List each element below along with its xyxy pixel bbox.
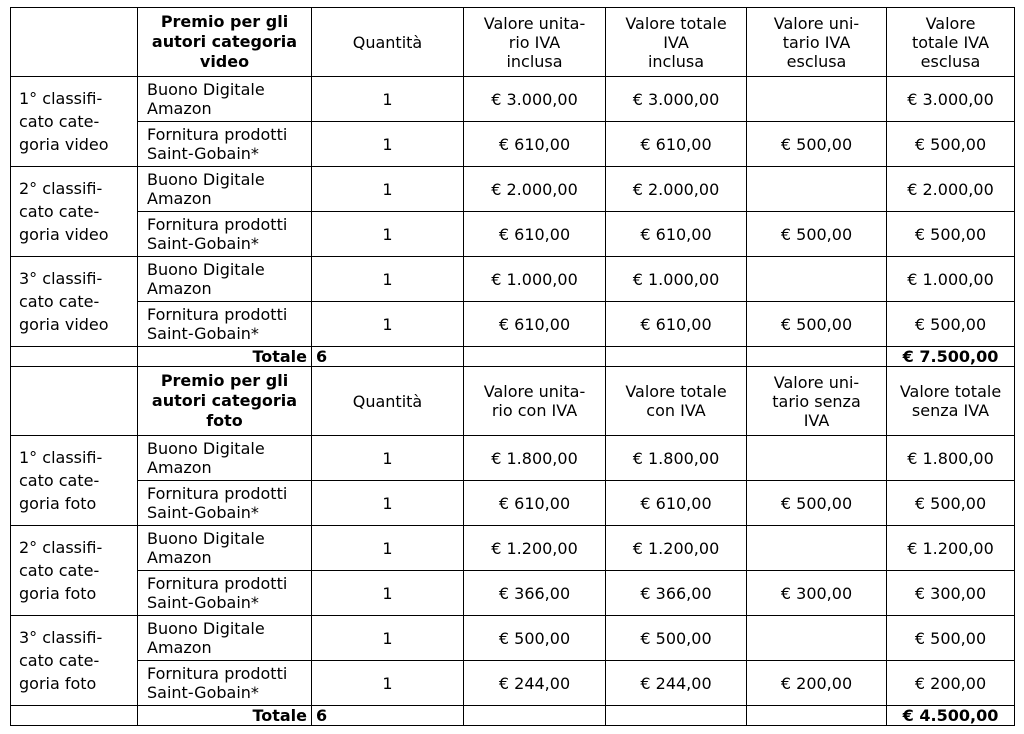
placement-line: goria video: [19, 315, 109, 334]
quantity-cell: 1: [312, 77, 464, 122]
total-incl-cell: € 1.000,00: [606, 257, 747, 302]
total-value: € 4.500,00: [887, 706, 1015, 726]
unit-incl-cell: € 244,00: [464, 661, 606, 706]
unit-incl-cell: € 610,00: [464, 122, 606, 167]
quantity-cell: 1: [312, 481, 464, 526]
table-row: [11, 661, 1015, 706]
total-incl-cell: € 2.000,00: [606, 167, 747, 212]
item-line: Amazon: [147, 279, 212, 298]
header-total-excl: [887, 8, 1015, 77]
total-incl-cell: € 610,00: [606, 212, 747, 257]
item-line: Fornitura prodotti: [147, 215, 288, 234]
header-col-line: con IVA: [646, 401, 706, 420]
unit-excl-cell: € 500,00: [747, 212, 887, 257]
item-line: Saint-Gobain*: [147, 593, 259, 612]
unit-excl-cell: [747, 436, 887, 481]
table-row: [11, 122, 1015, 167]
header-unit-excl: [747, 8, 887, 77]
item-line: Buono Digitale: [147, 80, 265, 99]
item-cell: [138, 302, 312, 347]
total-incl-cell: € 1.200,00: [606, 526, 747, 571]
total-excl-cell: € 1.200,00: [887, 526, 1015, 571]
unit-excl-cell: [747, 77, 887, 122]
header-label-line: video: [199, 52, 250, 71]
unit-excl-cell: € 500,00: [747, 481, 887, 526]
total-excl-cell: € 500,00: [887, 122, 1015, 167]
quantity-cell: 1: [312, 616, 464, 661]
header-total-incl: [606, 8, 747, 77]
header-quantity: Quantità: [312, 367, 464, 436]
total-excl-cell: € 1.800,00: [887, 436, 1015, 481]
quantity-cell: 1: [312, 212, 464, 257]
item-line: Amazon: [147, 99, 212, 118]
item-cell: [138, 616, 312, 661]
placement-line: cato cate-: [19, 471, 100, 490]
item-line: Buono Digitale: [147, 529, 265, 548]
placement-line: cato cate-: [19, 202, 100, 221]
table-row: [11, 212, 1015, 257]
placement-line: cato cate-: [19, 292, 100, 311]
item-line: Fornitura prodotti: [147, 305, 288, 324]
header-col-line: esclusa: [786, 51, 847, 71]
item-line: Buono Digitale: [147, 439, 265, 458]
item-line: Amazon: [147, 638, 212, 657]
total-excl-cell: € 500,00: [887, 302, 1015, 347]
header-label-line: Premio per gli: [160, 371, 289, 390]
unit-excl-cell: € 200,00: [747, 661, 887, 706]
item-cell: [138, 436, 312, 481]
unit-excl-cell: [747, 616, 887, 661]
total-incl-cell: € 500,00: [606, 616, 747, 661]
placement-line: cato cate-: [19, 112, 100, 131]
unit-excl-cell: € 300,00: [747, 571, 887, 616]
total-empty-cell: [464, 347, 606, 367]
header-col-line: tario senza: [772, 391, 861, 411]
total-excl-cell: € 300,00: [887, 571, 1015, 616]
unit-incl-cell: € 610,00: [464, 212, 606, 257]
total-label: Totale: [138, 347, 312, 367]
header-unit-excl: [747, 367, 887, 436]
placement-line: cato cate-: [19, 651, 100, 670]
item-cell: [138, 526, 312, 571]
header-total-excl: [887, 367, 1015, 436]
header-col-line: senza IVA: [911, 401, 990, 420]
total-excl-cell: € 1.000,00: [887, 257, 1015, 302]
header-col-line: Valore uni-: [773, 13, 860, 33]
placement-line: goria video: [19, 225, 109, 244]
unit-excl-cell: € 500,00: [747, 302, 887, 347]
header-label-line: autori categoria: [151, 391, 298, 410]
item-cell: [138, 481, 312, 526]
table-row: [11, 481, 1015, 526]
table-row: [11, 616, 1015, 661]
header-col-line: Valore totale: [899, 382, 1002, 401]
total-empty-cell: [606, 706, 747, 726]
item-line: Saint-Gobain*: [147, 683, 259, 702]
item-line: Fornitura prodotti: [147, 125, 288, 144]
total-incl-cell: € 3.000,00: [606, 77, 747, 122]
total-incl-cell: € 1.800,00: [606, 436, 747, 481]
prize-table: [10, 7, 1015, 726]
header-col-line: IVA: [803, 410, 830, 430]
quantity-cell: 1: [312, 571, 464, 616]
item-line: Saint-Gobain*: [147, 144, 259, 163]
table-row: [11, 526, 1015, 571]
unit-incl-cell: € 610,00: [464, 481, 606, 526]
unit-incl-cell: € 366,00: [464, 571, 606, 616]
item-cell: [138, 212, 312, 257]
unit-incl-cell: € 610,00: [464, 302, 606, 347]
table-row: [11, 436, 1015, 481]
header-label-line: Premio per gli: [160, 12, 289, 31]
total-excl-cell: € 500,00: [887, 481, 1015, 526]
header-unit-incl: [464, 367, 606, 436]
item-cell: [138, 122, 312, 167]
total-label: Totale: [138, 706, 312, 726]
header-col-line: Valore unita-: [483, 13, 586, 33]
header-col-line: Valore totale: [625, 13, 727, 33]
total-empty-cell: [11, 347, 138, 367]
header-total-incl: [606, 367, 747, 436]
item-cell: [138, 257, 312, 302]
total-empty-cell: [464, 706, 606, 726]
header-unit-incl: [464, 8, 606, 77]
header-col-line: Valore unita-: [483, 382, 586, 401]
quantity-cell: 1: [312, 257, 464, 302]
item-line: Buono Digitale: [147, 260, 265, 279]
header-prize-label: [138, 367, 312, 436]
placement-line: goria foto: [19, 674, 97, 693]
quantity-cell: 1: [312, 302, 464, 347]
total-excl-cell: € 500,00: [887, 212, 1015, 257]
total-value: € 7.500,00: [887, 347, 1015, 367]
total-excl-cell: € 500,00: [887, 616, 1015, 661]
total-quantity: 6: [312, 347, 464, 367]
placement-cell: [11, 77, 138, 167]
placement-line: goria video: [19, 135, 109, 154]
item-line: Saint-Gobain*: [147, 324, 259, 343]
total-row-video: [11, 347, 1015, 367]
header-col-line: totale IVA: [911, 32, 990, 52]
placement-line: 1° classifi-: [19, 89, 103, 108]
placement-line: cato cate-: [19, 561, 100, 580]
unit-excl-cell: [747, 526, 887, 571]
unit-excl-cell: [747, 167, 887, 212]
unit-excl-cell: € 500,00: [747, 122, 887, 167]
item-line: Buono Digitale: [147, 170, 265, 189]
header-col-line: rio con IVA: [491, 401, 578, 420]
item-cell: [138, 77, 312, 122]
placement-line: goria foto: [19, 584, 97, 603]
total-empty-cell: [606, 347, 747, 367]
unit-incl-cell: € 1.800,00: [464, 436, 606, 481]
total-excl-cell: € 200,00: [887, 661, 1015, 706]
item-cell: [138, 167, 312, 212]
total-excl-cell: € 3.000,00: [887, 77, 1015, 122]
placement-cell: [11, 167, 138, 257]
placement-cell: [11, 526, 138, 616]
total-excl-cell: € 2.000,00: [887, 167, 1015, 212]
total-incl-cell: € 244,00: [606, 661, 747, 706]
unit-incl-cell: € 500,00: [464, 616, 606, 661]
header-corner-cell: [11, 367, 138, 436]
item-line: Fornitura prodotti: [147, 574, 288, 593]
item-line: Buono Digitale: [147, 619, 265, 638]
total-empty-cell: [747, 347, 887, 367]
header-label-line: autori categoria: [151, 32, 298, 51]
quantity-cell: 1: [312, 661, 464, 706]
placement-line: 1° classifi-: [19, 448, 103, 467]
header-quantity: Quantità: [312, 8, 464, 77]
unit-incl-cell: € 1.000,00: [464, 257, 606, 302]
header-col-line: IVA: [663, 32, 689, 52]
placement-cell: [11, 616, 138, 706]
header-row-video: [11, 8, 1015, 77]
item-line: Amazon: [147, 548, 212, 567]
header-prize-label: [138, 8, 312, 77]
placement-cell: [11, 257, 138, 347]
header-col-line: Valore uni-: [773, 372, 860, 392]
item-line: Amazon: [147, 189, 212, 208]
header-col-line: Valore totale: [625, 382, 727, 401]
item-cell: [138, 661, 312, 706]
total-quantity: 6: [312, 706, 464, 726]
quantity-cell: 1: [312, 436, 464, 481]
item-line: Fornitura prodotti: [147, 664, 288, 683]
table-row: [11, 302, 1015, 347]
table-row: [11, 167, 1015, 212]
total-incl-cell: € 610,00: [606, 122, 747, 167]
total-empty-cell: [747, 706, 887, 726]
total-incl-cell: € 366,00: [606, 571, 747, 616]
unit-incl-cell: € 3.000,00: [464, 77, 606, 122]
placement-line: 2° classifi-: [19, 179, 103, 198]
header-col-line: tario IVA: [782, 32, 851, 52]
placement-cell: [11, 436, 138, 526]
total-row-foto: [11, 706, 1015, 726]
total-empty-cell: [11, 706, 138, 726]
placement-line: 2° classifi-: [19, 538, 103, 557]
total-incl-cell: € 610,00: [606, 302, 747, 347]
quantity-cell: 1: [312, 167, 464, 212]
table-row: [11, 571, 1015, 616]
header-col-line: esclusa: [920, 51, 981, 71]
header-col-line: inclusa: [647, 51, 705, 71]
unit-incl-cell: € 2.000,00: [464, 167, 606, 212]
header-col-line: rio IVA: [508, 32, 561, 52]
item-cell: [138, 571, 312, 616]
total-incl-cell: € 610,00: [606, 481, 747, 526]
quantity-cell: 1: [312, 526, 464, 571]
item-line: Amazon: [147, 458, 212, 477]
header-col-line: Valore: [925, 13, 976, 33]
item-line: Fornitura prodotti: [147, 484, 288, 503]
header-corner-cell: [11, 8, 138, 77]
unit-excl-cell: [747, 257, 887, 302]
table-row: [11, 257, 1015, 302]
table-row: [11, 77, 1015, 122]
placement-line: goria foto: [19, 494, 97, 513]
quantity-cell: 1: [312, 122, 464, 167]
header-col-line: inclusa: [506, 51, 563, 71]
item-line: Saint-Gobain*: [147, 503, 259, 522]
placement-line: 3° classifi-: [19, 628, 103, 647]
item-line: Saint-Gobain*: [147, 234, 259, 253]
placement-line: 3° classifi-: [19, 269, 103, 288]
header-row-foto: [11, 367, 1015, 436]
unit-incl-cell: € 1.200,00: [464, 526, 606, 571]
header-label-line: foto: [206, 411, 243, 430]
